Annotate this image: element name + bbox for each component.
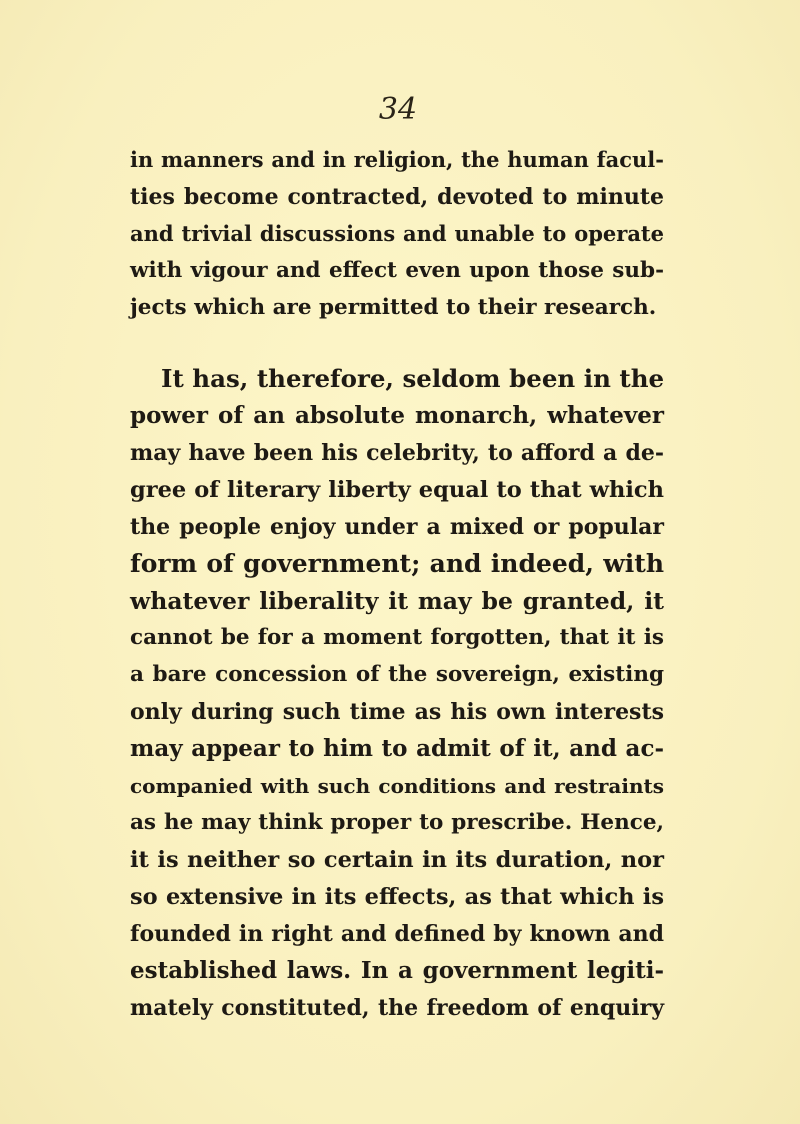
text-line: may have been his celebrity, to afford a de-: [130, 440, 664, 466]
text-line: established laws. In a government legiti-: [130, 957, 664, 984]
text-line: only during such time as his own interests: [130, 699, 664, 725]
text-line: as he may think proper to prescribe. Hence,: [130, 810, 664, 835]
text-line: founded in right and defined by known and: [130, 921, 664, 947]
text-line: It has, therefore, seldom been in the: [161, 364, 665, 393]
text-line: and trivial discussions and unable to operate: [130, 221, 664, 246]
text-line: may appear to him to admit of it, and ac-: [130, 735, 664, 762]
text-line: jects which are permitted to their research.: [130, 295, 657, 320]
text-line: with vigour and effect even upon those sub-: [130, 258, 664, 283]
text-line: form of government; and indeed, with: [130, 549, 664, 578]
text-line: gree of literary liberty equal to that which: [130, 477, 664, 503]
text-line: a bare concession of the sovereign, existing: [130, 662, 664, 687]
text-line: the people enjoy under a mixed or popular: [130, 514, 664, 540]
text-line: companied with such conditions and restraints: [130, 774, 664, 798]
text-line: so extensive in its effects, as that which is: [130, 884, 664, 910]
text-line: mately constituted, the freedom of enquiry: [130, 995, 664, 1021]
text-line: whatever liberality it may be granted, it: [130, 587, 664, 615]
page-number: 34: [378, 92, 418, 127]
text-line: in manners and in religion, the human facul-: [130, 147, 664, 172]
text-line: ties become contracted, devoted to minute: [130, 184, 664, 210]
text-line: it is neither so certain in its duration, nor: [130, 847, 664, 873]
text-line: power of an absolute monarch, whatever: [130, 402, 664, 429]
text-line: cannot be for a moment forgotten, that it is: [130, 625, 664, 650]
